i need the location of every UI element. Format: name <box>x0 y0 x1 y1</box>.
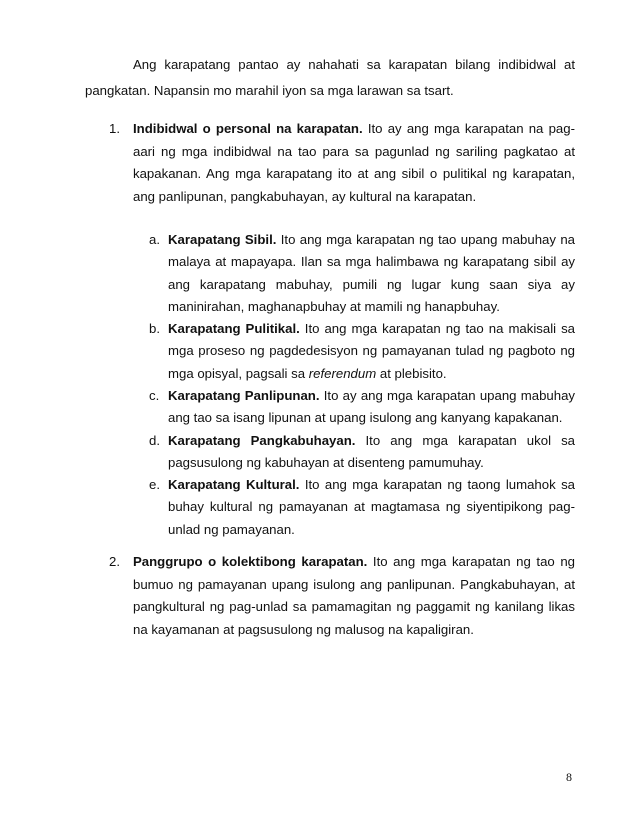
subitem-social-rights <box>149 385 575 430</box>
list-item-collective-rights <box>109 551 575 641</box>
list-item-individual-rights <box>109 118 575 208</box>
subitem-letter: c. <box>149 388 160 403</box>
subitem-body: Ito ay ang mga karapatan upang mabuhay ang tao sa isang lipunan at upang isulong ang kanyang kapakanan. <box>168 388 575 426</box>
subitem-letter: a. <box>149 232 160 247</box>
subitem-heading: Karapatang Sibil. <box>168 232 277 247</box>
subitem-letter: b. <box>149 321 160 336</box>
subitem-cultural-rights <box>149 474 575 541</box>
subitem-body: Ito ang mga karapatan ng taong lumahok sa buhay kultural ng pamayanan at magtamasa ng siyentipikong pag-unlad ng pamayanan. <box>168 477 575 537</box>
list-number: 1. <box>109 121 120 136</box>
intro-text: Ang karapatang pantao ay nahahati sa karapatan bilang indibidwal at pangkatan. Napansin mo marahil iyon sa mga larawan sa tsart. <box>85 57 575 98</box>
page-number: 8 <box>566 770 572 784</box>
subitem-heading: Karapatang Pulitikal. <box>168 321 300 336</box>
subitem-body: Ito ang mga karapatan ng tao na makisali sa mga proseso ng pagdedesisyon ng pamayanan tulad ng pagboto ng mga opisyal, pagsali sa <box>168 321 575 381</box>
subitem-heading: Karapatang Pangkabuhayan. <box>168 433 356 448</box>
subitem-heading: Karapatang Kultural. <box>168 477 300 492</box>
item-body: Ito ay ang mga karapatan na pag-aari ng mga indibidwal na tao para sa pagunlad ng sariling pagkatao at kapakanan. Ang mga karapatang ito at ang sibil o pulitikal ng karapatan, ang panlipunan, pangkabuhayan, ay kultural na karapatan. <box>133 121 575 204</box>
subitem-body: Ito ang mga karapatan ng tao upang mabuhay na malaya at mapayapa. Ilan sa mga halimbawa ng karapatang sibil ay ang karapatang mabuhay, pumili ng lugar kung saan siya ay maninirahan, maghanapbuhay at mamili ng hanapbuhay. <box>168 232 575 314</box>
subitem-body-end: at plebisito. <box>376 365 447 381</box>
subitem-civil-rights <box>149 229 575 318</box>
intro-paragraph <box>85 52 575 104</box>
subitem-letter: d. <box>149 433 160 448</box>
subitem-political-rights <box>149 318 575 385</box>
subitem-heading: Karapatang Panlipunan. <box>168 388 320 403</box>
subitem-letter: e. <box>149 477 160 492</box>
subitem-body: Ito ang mga karapatan ukol sa pagsusulong ng kabuhayan at disenteng pamumuhay. <box>168 433 576 471</box>
item-body: Ito ang mga karapatan ng tao ng bumuo ng pamayanan upang isulong ang panlipunan. Pangkabuhayan, at pangkultural ng pag-unlad sa pamamagitan ng paggamit ng kanilang likas na kayamanan at pagsusulong ng malusog na kapaligiran. <box>133 554 575 637</box>
subitem-emphasis: referendum <box>308 365 377 381</box>
subitem-economic-rights <box>149 430 576 475</box>
item-heading: Indibidwal o personal na karapatan. <box>133 121 363 136</box>
list-number: 2. <box>109 554 120 569</box>
item-heading: Panggrupo o kolektibong karapatan. <box>133 554 368 569</box>
